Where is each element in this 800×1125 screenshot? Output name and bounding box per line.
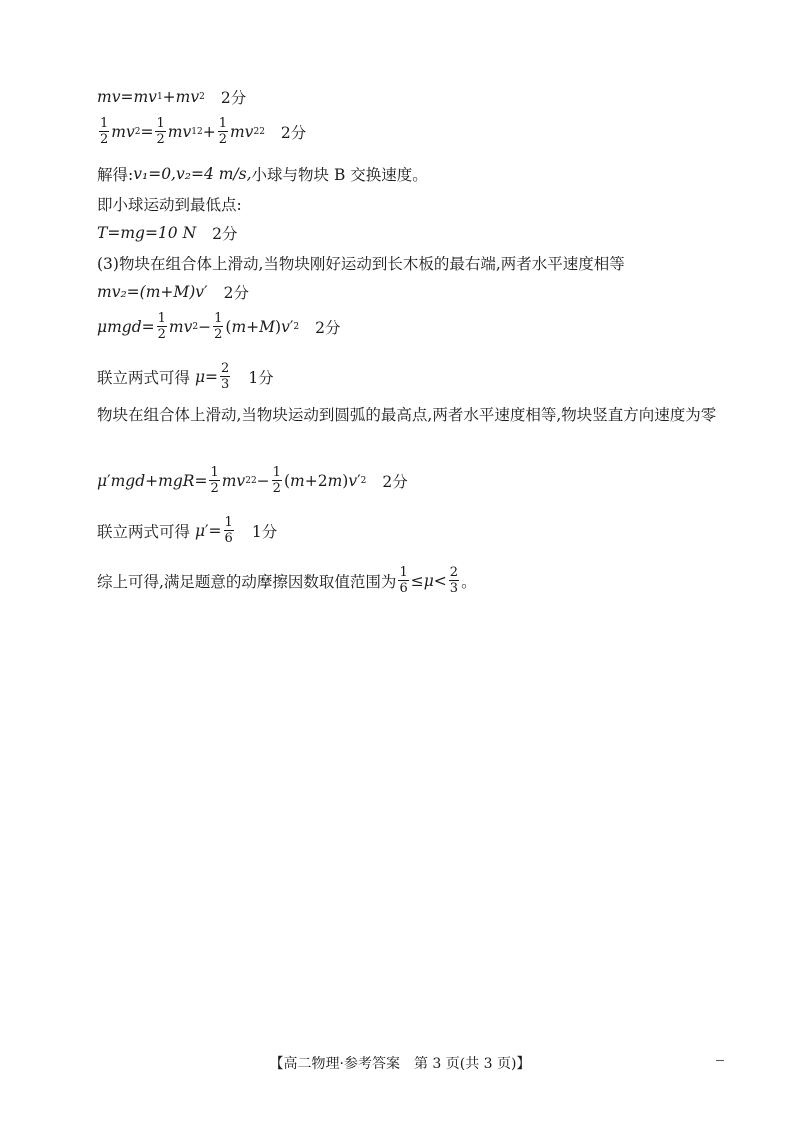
velocity-values: v₁=0,v₂=4 m/s, [133,165,252,183]
text: 综上可得,满足题意的动摩擦因数取值范围为 [97,572,397,591]
score-label: 2分 [382,472,408,491]
result-mu: 联立两式可得 μ = $\frac{2}{3}$ 1分 [97,361,274,392]
formula: mv₂=(m+M)v′ [97,283,208,301]
text: 联立两式可得 [97,368,191,387]
text: 联立两式可得 [97,522,191,541]
tension-equation [97,222,238,244]
formula: T=mg=10 N [97,224,197,242]
part3-intro [97,252,625,274]
page-footer: 【高二物理·参考答案 第 3 页(共 3 页)】 [269,1056,531,1072]
second-energy-equation: μ ′ mgd + mgR = $\frac{1}{2}$ mv 2 2 − $\frac{1}{2}$ ( m +2 m ) v ′ 2 2分 [97,465,408,496]
momentum-equation-2 [97,281,249,303]
energy-equation: $\frac{1}{2}$ mv 2 = $\frac{1}{2}$ mv 1 2 + $\frac{1}{2}$ mv 2 2 2分 [100,116,307,147]
result-mu-prime: 联立两式可得 μ ′= $\frac{1}{6}$ 1分 [97,515,278,546]
text: 即小球运动到最低点: [97,196,242,214]
score-label: 1分 [248,368,274,387]
score-label: 2分 [280,123,307,142]
text: (3)物块在组合体上滑动,当物块刚好运动到长木板的最右端,两者水平速度相等 [97,255,625,273]
solution-label: 解得: [97,166,134,184]
corner-mark [716,1060,724,1061]
period: 。 [461,572,477,591]
friction-energy-equation: μmgd = $\frac{1}{2}$ mv 2 − $\frac{1}{2}$ ( m + M ) v ′ 2 2分 [97,311,341,342]
part3-second-case [97,400,727,430]
score-label: 1分 [251,522,278,541]
momentum-equation: mv = mv 1 + mv 2 2分 [97,88,247,107]
final-range: 综上可得,满足题意的动摩擦因数取值范围为 $\frac{1}{6}$ ≤ μ < $\frac{2}{3}$ 。 [97,565,477,596]
score-label: 2分 [223,284,249,302]
score-label: 2分 [212,225,238,243]
text: 物块在组合体上滑动,当物块运动到圆弧的最高点,两者水平速度相等,物块竖直方向速度为零 [97,406,717,424]
solution-line [97,163,428,185]
score-label: 2分 [220,89,247,107]
solution-conclusion: 小球与物块 B 交换速度。 [251,166,428,184]
score-label: 2分 [315,318,341,337]
lowest-point-text [97,193,242,215]
